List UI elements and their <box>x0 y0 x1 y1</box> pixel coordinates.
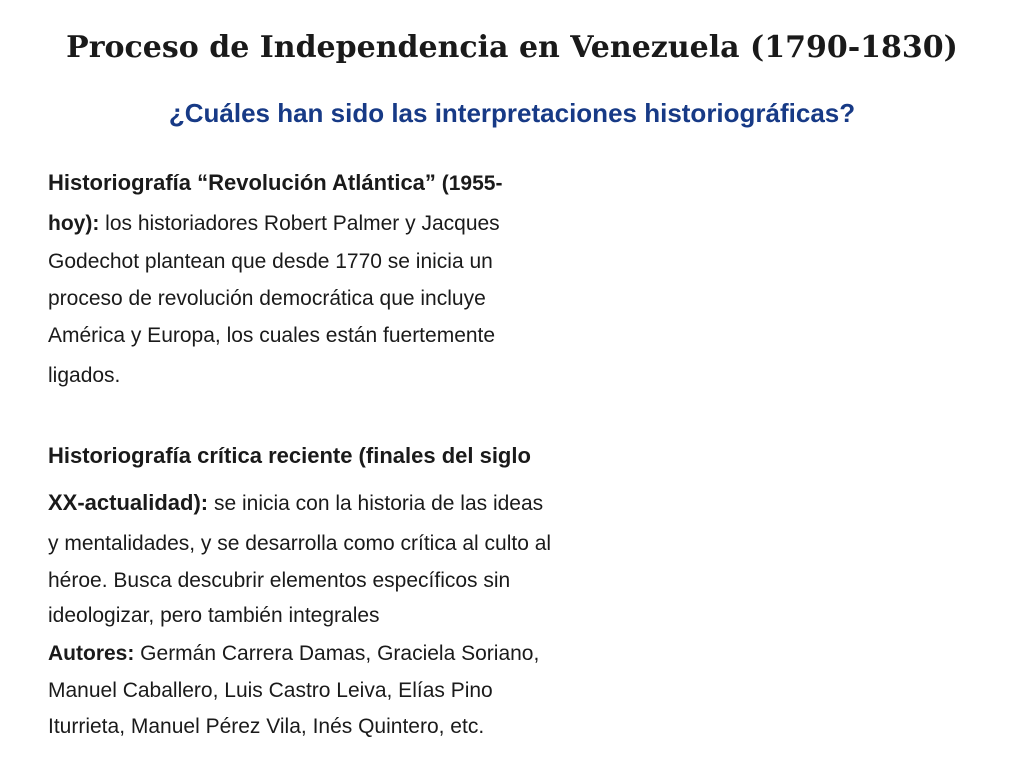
section1-dates-cont: hoy): <box>48 212 100 235</box>
authors-label: Autores: <box>48 642 135 665</box>
section2-text-1: se inicia con la historia de las ideas <box>208 492 544 515</box>
section2-heading-cont: XX-actualidad): <box>48 490 209 515</box>
section2-line-4: ideologizar, pero también integrales <box>48 604 380 627</box>
section1-line-3: proceso de revolución democrática que incluye <box>48 287 486 310</box>
section1-text-1: los historiadores Robert Palmer y Jacques <box>99 212 500 235</box>
section1-line-heading <box>48 170 502 196</box>
section1-line-2: Godechot plantean que desde 1770 se inicia un <box>48 250 493 273</box>
authors-line-1 <box>48 642 539 666</box>
section1-line-4: América y Europa, los cuales están fuertemente <box>48 324 496 347</box>
section1-heading: Historiografía “Revolución Atlántica” <box>48 170 436 195</box>
section1-line-1 <box>48 212 500 236</box>
slide-subtitle: ¿Cuáles han sido las interpretaciones historiográficas? <box>168 98 856 128</box>
authors-line-2: Manuel Caballero, Luis Castro Leiva, Elías Pino <box>48 679 493 702</box>
section2-heading: Historiografía crítica reciente (finales del siglo <box>48 443 531 468</box>
section2-line-1 <box>48 490 543 516</box>
section2-line-3: héroe. Busca descubrir elementos específicos sin <box>48 569 511 592</box>
section1-dates: (1955- <box>435 172 503 195</box>
section1-line-5: ligados. <box>48 364 121 387</box>
authors-text-1: Germán Carrera Damas, Graciela Soriano, <box>134 642 540 665</box>
slide-title: Proceso de Independencia en Venezuela (1790-1830) <box>66 30 958 65</box>
authors-line-3: Iturrieta, Manuel Pérez Vila, Inés Quintero, etc. <box>48 715 485 738</box>
section2-line-2: y mentalidades, y se desarrolla como crítica al culto al <box>48 532 552 555</box>
